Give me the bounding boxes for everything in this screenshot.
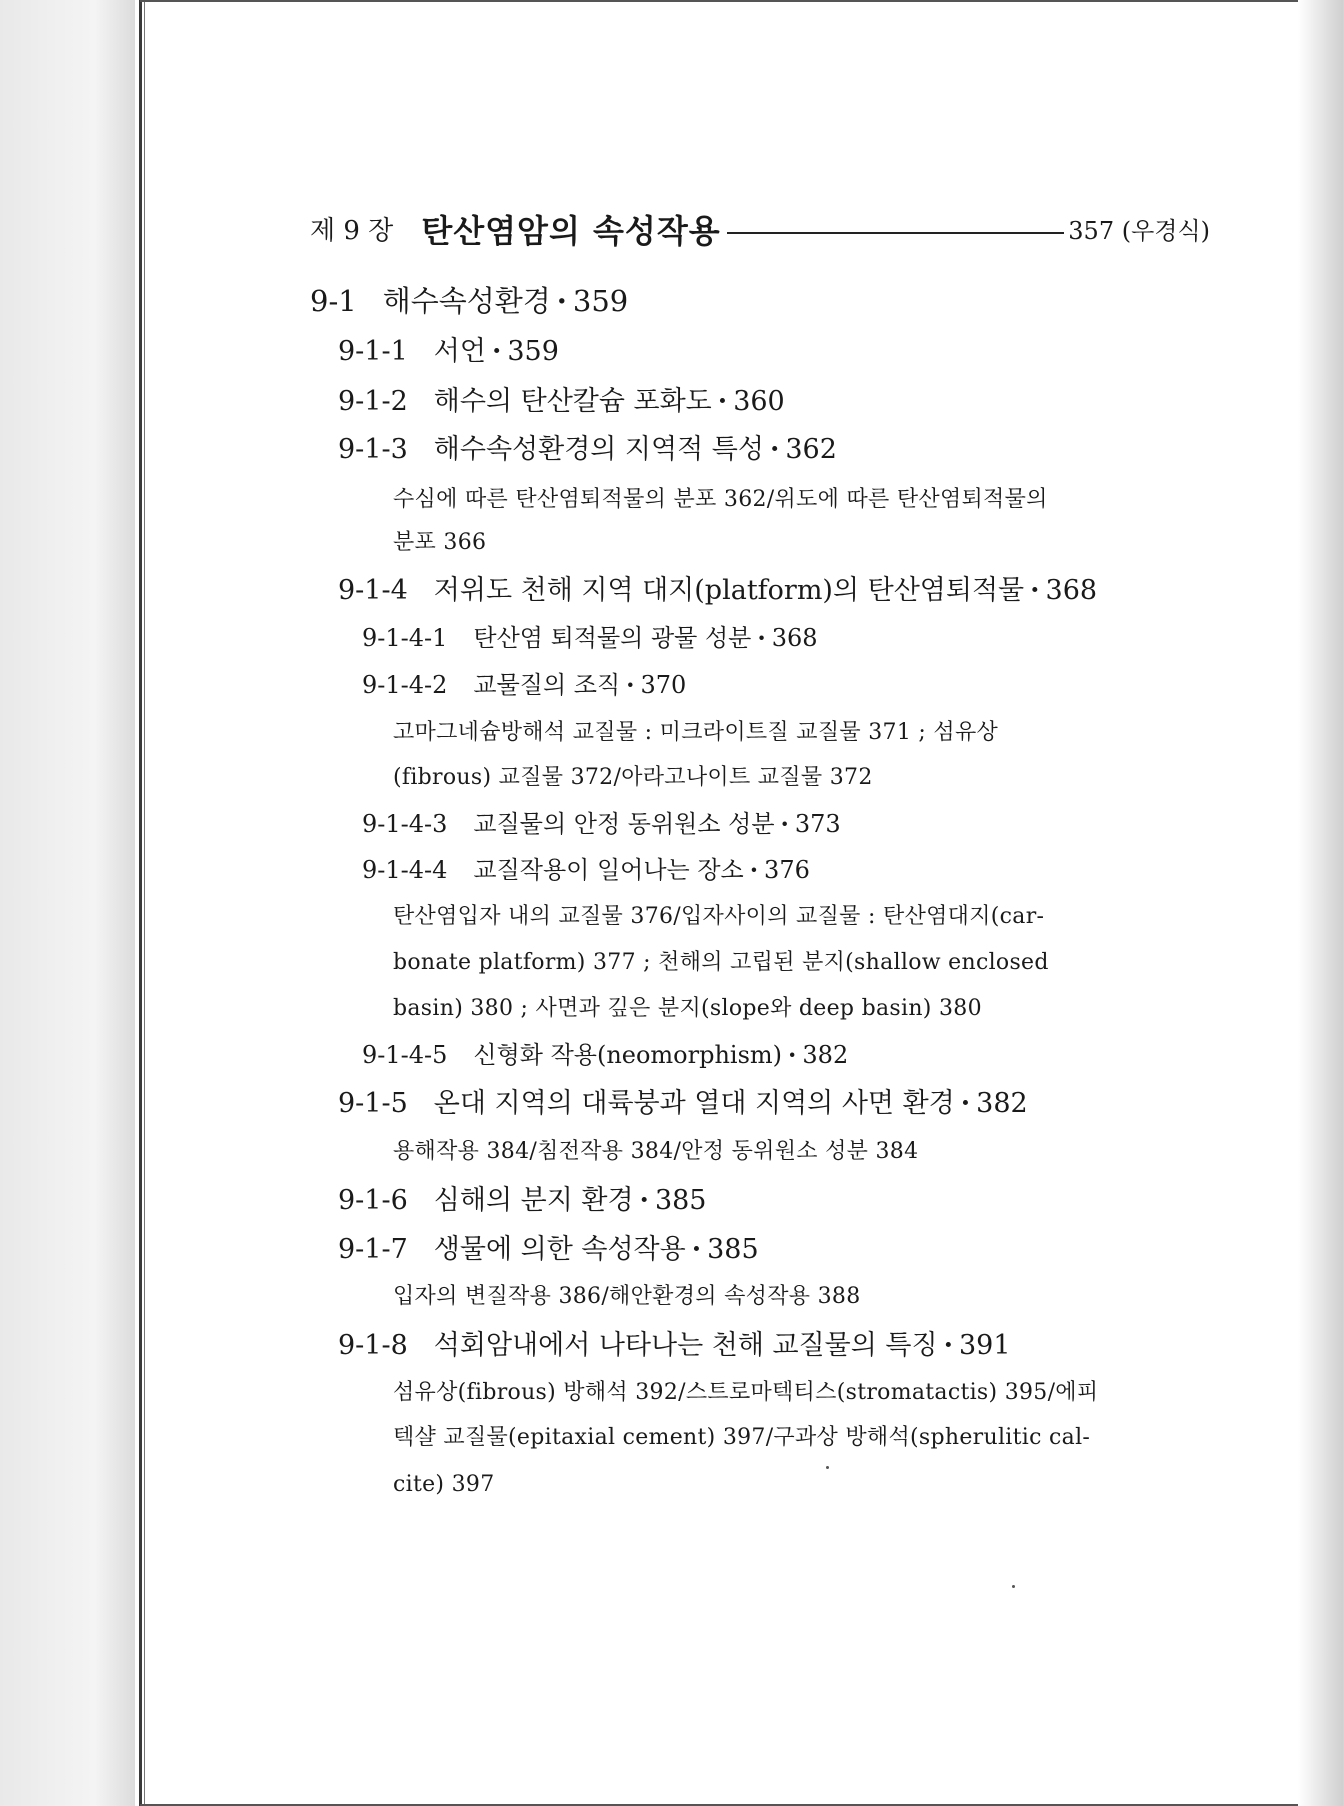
- section-page: 385: [707, 1234, 759, 1265]
- toc-detail-line: (fibrous) 교질물 372/아라고나이트 교질물 372: [393, 765, 873, 790]
- print-speck: [1012, 1585, 1015, 1588]
- toc-entry-9-1-6[interactable]: [338, 1187, 706, 1214]
- separator-dot: ·: [749, 855, 759, 884]
- toc-entry-9-1-4-2[interactable]: [362, 670, 687, 699]
- section-title: 생물에 의한 속성작용: [433, 1234, 686, 1265]
- section-title: 교물질의 조직: [473, 671, 621, 699]
- section-number: 9-1-2: [338, 386, 408, 417]
- section-page: 382: [976, 1088, 1028, 1119]
- separator-dot: ·: [691, 1234, 702, 1265]
- section-page: 373: [794, 810, 841, 838]
- toc-detail-line: 입자의 변질작용 386/해안환경의 속성작용 388: [393, 1284, 861, 1309]
- separator-dot: ·: [556, 284, 567, 318]
- separator-dot: ·: [943, 1330, 953, 1361]
- section-title: 교질작용이 일어나는 장소: [473, 856, 744, 884]
- toc-detail-line: 탄산염입자 내의 교질물 376/입자사이의 교질물 : 탄산염대지(car-: [393, 904, 1045, 929]
- section-number: 9-1-4-4: [362, 856, 448, 884]
- section-number: 9-1-4-1: [362, 624, 448, 652]
- section-title: 서언: [433, 336, 486, 367]
- chapter-heading: [310, 212, 1210, 250]
- section-title: 신형화 작용(neomorphism): [473, 1041, 783, 1069]
- section-page: 359: [572, 284, 629, 318]
- section-title: 교질물의 안정 동위원소 성분: [473, 810, 775, 838]
- section-number: 9-1-1: [338, 336, 408, 367]
- section-title: 해수의 탄산칼슘 포화도: [433, 386, 712, 417]
- section-number: 9-1-3: [338, 434, 408, 465]
- toc-detail-line: bonate platform) 377 ; 천해의 고립된 분지(shallow enclosed: [393, 950, 1049, 975]
- section-number: 9-1-4: [338, 575, 408, 606]
- section-page: 360: [733, 386, 785, 417]
- section-title: 심해의 분지 환경: [433, 1185, 634, 1216]
- toc-entry-9-1-4-1[interactable]: [362, 623, 818, 652]
- separator-dot: ·: [639, 1185, 649, 1216]
- section-page: 382: [802, 1041, 849, 1069]
- separator-dot: ·: [769, 434, 780, 465]
- toc-entry-9-1-5[interactable]: [338, 1090, 1028, 1117]
- section-page: 370: [640, 671, 687, 699]
- chapter-title: 탄산염암의 속성작용: [421, 212, 721, 250]
- separator-dot: ·: [780, 809, 789, 838]
- toc-entry-9-1-1[interactable]: [338, 338, 559, 365]
- section-page: 362: [785, 434, 837, 465]
- section-page: 385: [654, 1185, 707, 1216]
- section-number: 9-1-8: [338, 1330, 408, 1361]
- section-number: 9-1-4-3: [362, 810, 448, 838]
- section-number: 9-1-4-2: [362, 671, 448, 699]
- section-title: 석회암내에서 나타나는 천해 교질물의 특징: [433, 1330, 938, 1361]
- section-title: 탄산염 퇴적물의 광물 성분: [473, 624, 752, 652]
- section-page: 376: [764, 856, 810, 884]
- toc-detail-line: 용해작용 384/침전작용 384/안정 동위원소 성분 384: [393, 1139, 919, 1164]
- separator-dot: ·: [1030, 575, 1040, 606]
- toc-detail-line: 고마그네슘방해석 교질물 : 미크라이트질 교질물 371 ; 섬유상: [393, 720, 999, 745]
- toc-entry-9-1[interactable]: [310, 284, 629, 318]
- toc-detail-line: basin) 380 ; 사면과 깊은 분지(slope와 deep basin) 380: [393, 996, 982, 1021]
- toc-entry-9-1-4-4[interactable]: [362, 855, 810, 884]
- chapter-number: 제 9 장: [310, 216, 394, 246]
- toc-entry-9-1-4-3[interactable]: [362, 809, 841, 838]
- section-title: 해수속성환경의 지역적 특성: [433, 434, 764, 465]
- separator-dot: ·: [960, 1088, 971, 1119]
- toc-detail-line: 수심에 따른 탄산염퇴적물의 분포 362/위도에 따른 탄산염퇴적물의: [393, 487, 1048, 512]
- section-title: 저위도 천해 지역 대지(platform)의 탄산염퇴적물: [433, 575, 1025, 606]
- section-number: 9-1-6: [338, 1185, 408, 1216]
- section-number: 9-1: [310, 284, 357, 318]
- section-page: 359: [507, 336, 559, 367]
- toc-entry-9-1-4-5[interactable]: [362, 1040, 849, 1069]
- toc-entry-9-1-2[interactable]: [338, 388, 785, 415]
- section-page: 368: [771, 624, 818, 652]
- section-page: 391: [959, 1330, 1011, 1361]
- toc-detail-line: 분포 366: [393, 530, 487, 555]
- section-title: 온대 지역의 대륙붕과 열대 지역의 사면 환경: [433, 1088, 955, 1119]
- section-number: 9-1-4-5: [362, 1041, 448, 1069]
- toc-entry-9-1-7[interactable]: [338, 1236, 759, 1263]
- separator-dot: ·: [491, 336, 502, 367]
- section-number: 9-1-7: [338, 1234, 408, 1265]
- section-number: 9-1-5: [338, 1088, 408, 1119]
- toc-detail-line: cite) 397: [393, 1472, 495, 1497]
- toc-detail-line: 섬유상(fibrous) 방해석 392/스트로마텍티스(stromatactis) 395/에피: [393, 1380, 1099, 1405]
- toc-entry-9-1-8[interactable]: [338, 1332, 1011, 1359]
- toc-entry-9-1-4[interactable]: [338, 577, 1097, 604]
- leader-rule: [727, 232, 1065, 234]
- section-page: 368: [1045, 575, 1098, 606]
- separator-dot: ·: [757, 623, 766, 652]
- separator-dot: ·: [717, 386, 728, 417]
- section-title: 해수속성환경: [382, 284, 551, 318]
- chapter-page: 357 (우경식): [1068, 217, 1210, 245]
- separator-dot: ·: [788, 1040, 797, 1069]
- separator-dot: ·: [626, 670, 635, 699]
- toc-entry-9-1-3[interactable]: [338, 436, 837, 463]
- toc-detail-line: 텍샬 교질물(epitaxial cement) 397/구과상 방해석(spherulitic cal-: [393, 1425, 1091, 1450]
- print-speck: [826, 1466, 829, 1469]
